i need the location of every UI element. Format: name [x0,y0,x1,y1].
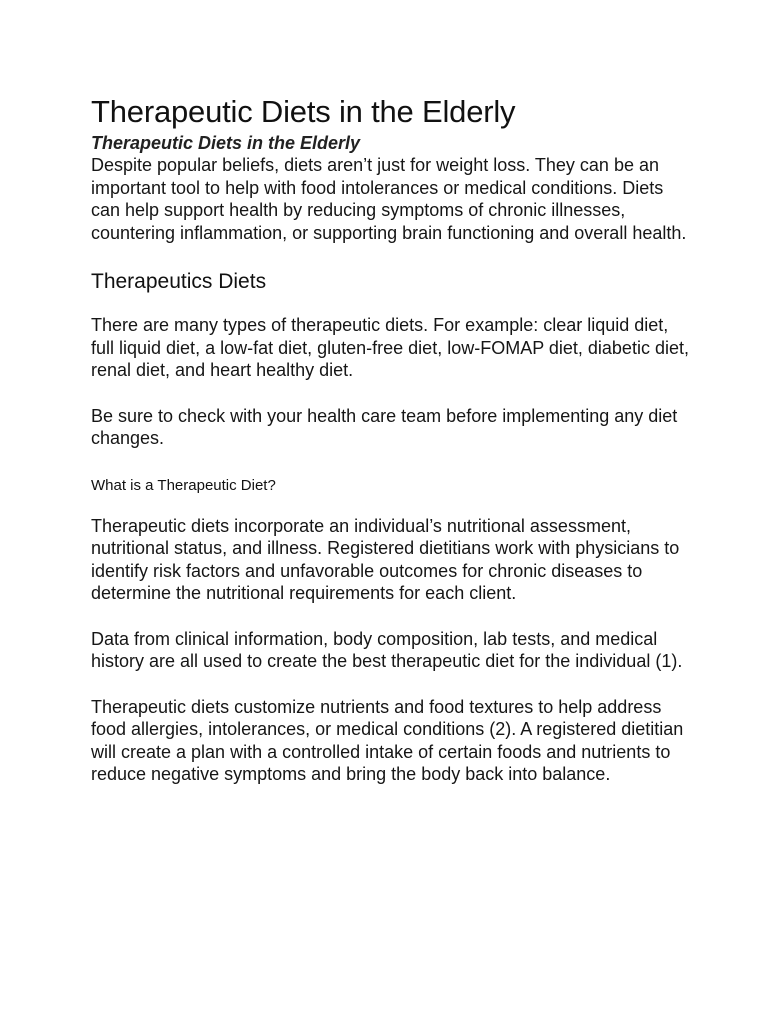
paragraph-customize-nutrients: Therapeutic diets customize nutrients and food textures to help address food allergies, intolerances, or medical conditions (2). A registered dietitian will create a plan with a controlled intake of certain foods and nutrients to reduce negative symptoms and bring the body back into balance. [91,696,684,784]
document-subtitle: Therapeutic Diets in the Elderly [91,133,361,153]
sub-heading-what-is-therapeutic-diet: What is a Therapeutic Diet? [91,476,276,494]
intro-paragraph: Despite popular beliefs, diets aren’t just for weight loss. They can be an important tool to help with food intolerances or medical conditions. Diets can help support health by reducing symptoms of chronic illnesses, countering inflammation, or supporting brain functioning and overall health. [91,155,687,243]
paragraph-nutritional-assessment: Therapeutic diets incorporate an individual’s nutritional assessment, nutritional status, and illness. Registered dietitians work with physicians to identify risk factors and unfavorable outcomes for chronic diseases to determine the nutritional requirements for each client. [91,515,680,603]
section-heading-therapeutics-diets: Therapeutics Diets [91,270,267,293]
document-page [91,92,691,786]
section-paragraph-health-care-team: Be sure to check with your health care team before implementing any diet changes. [91,405,678,448]
document-title: Therapeutic Diets in the Elderly [91,94,516,129]
section-paragraph-diet-types: There are many types of therapeutic diets. For example: clear liquid diet, full liquid diet, a low-fat diet, gluten-free diet, low-FOMAP diet, diabetic diet, renal diet, and heart healthy diet. [91,315,689,380]
paragraph-clinical-data: Data from clinical information, body composition, lab tests, and medical history are all used to create the best therapeutic diet for the individual (1). [91,628,683,671]
